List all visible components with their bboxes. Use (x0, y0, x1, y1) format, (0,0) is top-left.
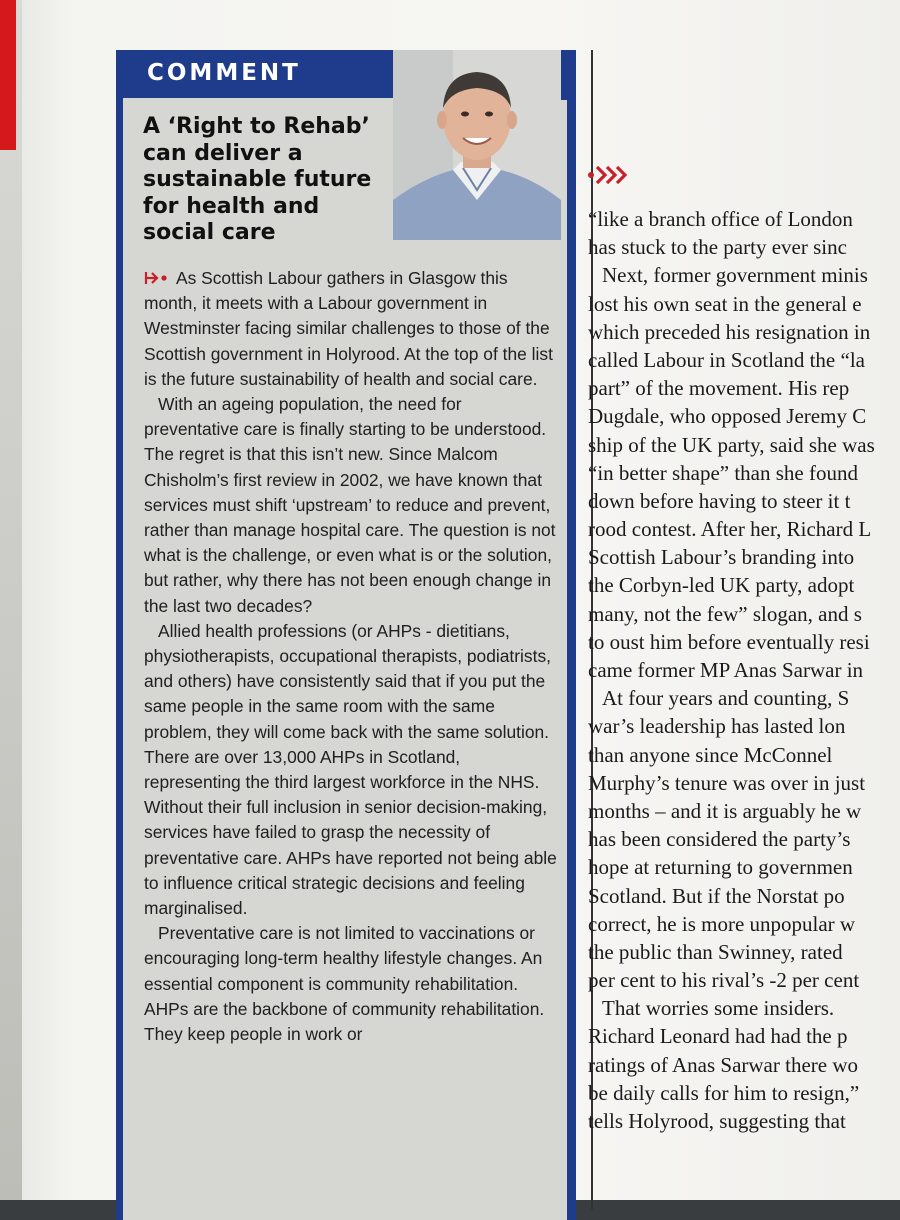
author-portrait-icon (393, 50, 561, 240)
comment-banner (123, 50, 393, 98)
article-line: months – and it is arguably he w (588, 798, 862, 823)
article-line: hope at returning to governmen (588, 855, 853, 880)
article-line: the public than Swinney, rated (588, 939, 843, 964)
article-line: “in better shape” than she found (588, 460, 858, 485)
main-article-column (588, 205, 900, 1135)
article-line: many, not the few” slogan, and s (588, 601, 862, 626)
article-line: That worries some insiders. (602, 996, 835, 1021)
paragraph-text: As Scottish Labour gathers in Glasgow this month, it meets with a Labour government in Westminster facing similar challenges to those of the Scottish government in Holyrood. At the top of the list is the future sustainability of health and social care. (144, 268, 553, 389)
article-line: tells Holyrood, suggesting that (588, 1109, 846, 1133)
paragraph (144, 266, 559, 392)
article-line: has stuck to the party ever sinc (588, 235, 847, 260)
comment-body (144, 266, 559, 1047)
article-line: war’s leadership has lasted lon (588, 714, 846, 739)
article-line: ship of the UK party, said she was (588, 432, 875, 457)
section-marker-icon (144, 267, 176, 281)
article-line: Richard Leonard had had the p (588, 1024, 848, 1049)
article-line: part” of the movement. His rep (588, 376, 850, 401)
comment-box (116, 50, 576, 1220)
article-line: per cent to his rival’s -2 per cent (588, 968, 860, 993)
article-line: Dugdale, who opposed Jeremy C (588, 404, 867, 429)
article-line: rood contest. After her, Richard L (588, 517, 872, 542)
article-line: Scottish Labour’s branding into (588, 545, 855, 570)
article-line: to oust him before eventually resi (588, 629, 870, 654)
article-line: be daily calls for him to resign,” (588, 1080, 860, 1105)
article-line: down before having to steer it t (588, 488, 851, 513)
paragraph: With an ageing population, the need for preventative care is finally starting to be understood. The regret is that this isn’t new. Since Malcom Chisholm’s first review in 2002, we have known that services must shift ‘upstream’ to reduce and prevent, rather than manage hospital care. The question is not what is the challenge, or even what is or the solution, but rather, why there has not been enough change in the last two decades? (144, 394, 556, 616)
article-line: which preceded his resignation in (588, 319, 871, 344)
article-line: “like a branch office of London (588, 207, 853, 231)
article-line: has been considered the party’s (588, 827, 851, 852)
article-line: came former MP Anas Sarwar in (588, 658, 864, 682)
comment-label: COMMENT (147, 60, 301, 86)
red-page-marker (0, 0, 16, 150)
box-top-edge (561, 50, 573, 100)
article-line: At four years and counting, S (602, 686, 850, 711)
article-line: called Labour in Scotland the “la (588, 347, 865, 372)
article-line: correct, he is more unpopular w (588, 911, 856, 936)
article-line: than anyone since McConnel (588, 742, 833, 767)
paragraph: Allied health professions (or AHPs - dietitians, physiotherapists, occupational therapists, podiatrists, and others) have consistently said that if you put the same people in the same room with the same problem, they will come back with the same solution. There are over 13,000 AHPs in Scotland, representing the third largest workforce in the NHS. Without their full inclusion in senior decision-making, services have failed to grasp the necessity of preventative care. AHPs have reported not being able to influence critical strategic decisions and feeling marginalised. (144, 620, 557, 919)
headline: A ‘Right to Rehab’ can deliver a sustainable future for health and social care (143, 114, 372, 245)
article-line: ratings of Anas Sarwar there wo (588, 1052, 859, 1077)
previous-page-edge (0, 0, 24, 1200)
article-line: the Corbyn-led UK party, adopt (588, 573, 855, 598)
article-line: Next, former government minis (602, 263, 868, 288)
article-line: Scotland. But if the Norstat po (588, 883, 845, 908)
continue-arrows-icon (587, 163, 627, 191)
paragraph: Preventative care is not limited to vaccinations or encouraging long-term healthy lifestyle changes. An essential component is community rehabilitation. AHPs are the backbone of community rehabilitation. They keep people in work or (144, 923, 545, 1045)
article-line: lost his own seat in the general e (588, 291, 862, 316)
author-photo (393, 50, 561, 240)
article-line: Murphy’s tenure was over in just (588, 770, 866, 795)
